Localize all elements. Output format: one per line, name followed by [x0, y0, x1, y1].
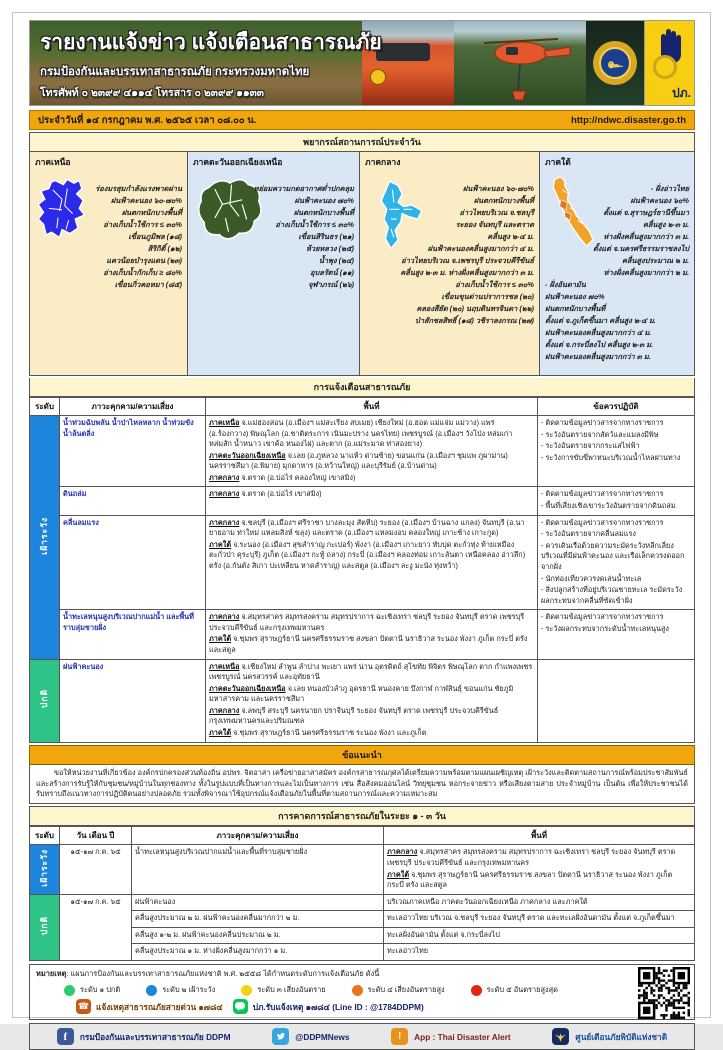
level-dot-icon	[352, 985, 363, 996]
region-forecast-lines	[365, 183, 534, 327]
ddpm-hand-logo	[644, 21, 694, 105]
col-threat: ภาวะคุกคาม/ความเสี่ยง	[60, 398, 206, 416]
region-label: ภาคเหนือ	[209, 661, 240, 671]
forecast-line: ฝนฟ้าคะนอง ๗๐%	[294, 195, 354, 205]
level-dot-icon	[64, 985, 75, 996]
action-line: - ติดตามข้อมูลข่าวสารจากทางราชการ	[541, 517, 664, 527]
hotline-label: แจ้งเหตุสาธารณภัยสายด่วน ๑๗๘๔	[96, 1001, 223, 1012]
note-label: หมายเหตุ	[36, 969, 67, 979]
area-cell	[384, 894, 695, 911]
actions-cell	[538, 416, 695, 487]
forecast-line: ฝนตกหนักบางพื้นที่	[473, 195, 534, 205]
app-icon: !	[391, 1028, 408, 1045]
region-label: ภาคใต้	[209, 539, 232, 549]
area-segment: ภาคเหนือ จ.เชียงใหม่ ลำพูน ลำปาง พะเยา แพร่ น่าน อุตรดิตถ์ สุโขทัย พิจิตร พิษณุโลก ตาก กำแพงเพชร เพชรบูรณ์ นครสวรรค์ และอุทัยธานี	[209, 661, 533, 682]
forecast-line: จุฬาภรณ์ (๒๖)	[308, 279, 354, 289]
area-segment: ภาคใต้ จ.ชุมพร สุราษฎร์ธานี นครศรีธรรมราช ระนอง พังงา และภูเก็ต	[209, 728, 427, 738]
threat-cell: น้ำทะเลหนุนสูงบริเวณปากแม่น้ำ และพื้นที่ราบลุ่มชายฝั่ง	[60, 610, 206, 659]
forecast-line: ตั้งแต่ จ.นครศรีธรรมราชลงไป	[592, 243, 689, 253]
forecast-line: เขื่อนขุนด่านปราการชล (๒๐)	[441, 291, 534, 301]
date-cell: ๑๕-๑๗ ก.ค. ๖๕	[60, 894, 132, 960]
region-label: ภาคใต้	[209, 634, 232, 644]
hotline-row	[76, 999, 688, 1014]
level-label: ปกติ	[39, 689, 50, 709]
report-title: รายงานแจ้งข่าว แจ้งเตือนสาธารณภัย	[40, 31, 382, 54]
threat-cell: ฝนฟ้าคะนอง	[60, 659, 206, 742]
region-column-4	[540, 152, 694, 375]
forecast-line: ฝนตกหนักบางพื้นที่	[121, 207, 182, 217]
forecast-line: ฝนตกหนักบางพื้นที่	[545, 303, 606, 313]
ndwc-url[interactable]: http://ndwc.disaster.go.th	[570, 114, 686, 126]
social-ndwc[interactable]	[552, 1028, 667, 1045]
action-line: - ระวังการขับขี่พาหนะบริเวณน้ำไหลผ่านทาง	[541, 452, 681, 462]
action-line: - ควรเดินเรือด้วยความระมัดระวังหลีกเลี่ยงบริเวณที่มีฝนฟ้าคะนอง และเรือเล็กควรงดออกจากฝั่ง	[541, 540, 685, 571]
forecast-line: หย่อมความกดอากาศต่ำปกคลุม	[253, 184, 354, 193]
threat-cell: น้ำทะเลหนุนสูงบริเวณปากแม่น้ำและพื้นที่ราบลุ่มชายฝั่ง	[132, 845, 384, 894]
alert-level-legend	[64, 984, 688, 996]
forecast-line: - ฝั่งอันดามัน	[545, 279, 586, 289]
forecast-line: คลื่นสูง ๒-๔ ม.	[487, 231, 534, 241]
actions-cell	[538, 487, 695, 515]
region-name: ภาคเหนือ	[35, 157, 71, 167]
region-label: ภาคใต้	[209, 728, 232, 738]
outlook-row	[30, 845, 695, 894]
actions-cell	[538, 515, 695, 610]
legend-label: ระดับ ๓ เสี่ยงอันตราย	[257, 985, 326, 995]
alert-table-header	[30, 398, 695, 416]
threat-cell: ดินถล่ม	[60, 487, 206, 515]
forecast-line: ฝนตกหนักบางพื้นที่	[293, 207, 354, 217]
region-label: ภาคกลาง	[209, 489, 240, 499]
action-line: - ระวังอันตรายจากสัตว์และแมลงมีพิษ	[541, 429, 659, 439]
alert-row	[30, 487, 695, 515]
action-line: - ติดตามข้อมูลข่าวสารจากทางราชการ	[541, 489, 664, 499]
area-segment: ภาคใต้ จ.ชุมพร สุราษฎร์ธานี นครศรีธรรมราช สงขลา ปัตตานี นราธิวาส ระนอง พังงา ภูเก็ต กระบี่ ตรัง และสตูล	[209, 634, 528, 654]
region-label: ภาคเหนือ	[209, 418, 240, 427]
forecast-line: อ่างเก็บน้ำใช้การ ≤ ๓๐%	[103, 219, 182, 229]
legend-item	[64, 984, 120, 996]
area-cell	[384, 845, 695, 894]
area-segment: ภาคกลาง จ.ตราด (อ.บ่อไร่ เขาสมิง)	[209, 489, 322, 499]
region-column-2	[188, 152, 360, 375]
forecast-line: ฝนฟ้าคะนอง ๖๐-๗๐%	[462, 184, 534, 193]
legend-item	[471, 984, 558, 996]
social-label: ศูนย์เตือนภัยพิบัติแห่งชาติ	[575, 1031, 668, 1042]
ddpm-emblem	[586, 21, 644, 105]
area-cell	[384, 944, 695, 961]
note-text: : แผนการป้องกันและบรรเทาสาธารณภัยแห่งชาติ พ.ศ. ๒๕๕๘ ได้กำหนดระดับการแจ้งเตือนภัย ดังนี้	[66, 969, 380, 979]
recommendation-title: ข้อแนะนำ	[29, 745, 695, 765]
header-banner	[29, 20, 695, 106]
actions-cell	[538, 610, 695, 659]
region-label: ภาคตะวันออกเฉียงเหนือ	[209, 450, 286, 460]
hotline-item	[76, 999, 223, 1014]
col-date: วัน เดือน ปี	[60, 827, 132, 845]
outlook-title: การคาดการณ์สาธารณภัยในระยะ ๑ - ๓ วัน	[29, 806, 695, 826]
forecast-line: ตั้งแต่ จ.กระบี่ลงไป คลื่นสูง ๒-๓ ม.	[545, 339, 654, 349]
forecast-line: เขื่อนกิ่วคอหมา (๘๕)	[114, 279, 182, 289]
area-segment: บริเวณภาคเหนือ ภาคตะวันออกเฉียงเหนือ ภาคกลาง และภาคใต้	[387, 896, 588, 906]
threat-cell: ฝนฟ้าคะนอง	[132, 894, 384, 911]
area-segment: ภาคกลาง จ.ลพบุรี สระบุรี นครนายก ปราจีนบุรี ระยอง จันทบุรี ตราด เพชรบุรี ประจวบคีรีขันธ์ กรุงเทพมหานครและปริมณฑล	[209, 705, 499, 726]
recommendation-box	[29, 765, 695, 805]
forecast-line: ตั้งแต่ จ.ภูเก็ตขึ้นมา คลื่นสูง ๒-๔ ม.	[545, 315, 656, 325]
col-area: พื้นที่	[206, 398, 538, 416]
area-segment: ทะเลอ่าวไทย	[387, 946, 429, 956]
forecast-line: อ่าวไทยบริเวณ จ.เพชรบุรี ประจวบคีรีขันธ์	[401, 255, 534, 265]
area-cell	[206, 416, 538, 487]
line-report-label: ปภ.รับแจ้งเหตุ ๑๗๘๔ (Line ID : @1784DDPM)	[252, 1001, 424, 1012]
forecast-line: ระยอง จันทบุรี และตราด	[455, 219, 534, 229]
region-name: ภาคตะวันออกเฉียงเหนือ	[193, 157, 283, 167]
col-area: พื้นที่	[384, 827, 695, 845]
contact-phone: โทรศัพท์ ๐ ๒๓๙๙ ๔๑๑๔ โทรสาร ๐ ๒๓๙๙ ๑๑๓๓	[40, 87, 264, 99]
forecast-line: อ่างเก็บน้ำใช้การ ≤ ๓๐%	[275, 219, 354, 229]
forecast-line: คลื่นสูงประมาณ ๒ ม.	[621, 255, 689, 265]
region-label: ภาคกลาง	[209, 517, 240, 527]
area-segment: ทะเลฝั่งอันดามัน ตั้งแต่ จ.กระบี่ลงไป	[387, 929, 500, 939]
forecast-regions	[29, 152, 695, 376]
region-forecast-lines	[193, 183, 354, 291]
region-forecast-lines	[35, 183, 182, 291]
recommendation-text: ขอให้หน่วยงานที่เกี่ยวข้อง องค์กรปกครองส่วนท้องถิ่น อปพร. จิตอาสา เครือข่ายอาสาสมัคร องค์กรสาธารณกุศลได้เตรียมความพร้อมตามแผนเผชิญเหตุ เฝ้าระวังและติดตามสถานการณ์พร้อมประชาสัมพันธ์และสร้างการรับรู้ให้กับชุมชน/หมู่บ้านในทุกช่องทาง ทั้งในรูปแบบที่เป็นทางการและไม่เป็นทางการ เช่น สื่อสังคมออนไลน์ วิทยุชุมชน หอกระจายข่าว หรือเสียงตามสาย ประจำหมู่บ้าน เป็นต้น เพื่อให้ประชาชนได้รับทราบถึงแนวทางการปฏิบัติตนอย่างปลอดภัย รวมทั้งพิจารณาใช้อุปกรณ์แจ้งเตือนภัยในพื้นที่ตามสถานการณ์และความเหมาะสม	[36, 767, 688, 799]
level-ปกติ	[30, 894, 60, 960]
alert-table	[29, 397, 695, 743]
forecast-line: - ฝั่งอ่าวไทย	[650, 184, 689, 193]
area-segment: ภาคเหนือ จ.แม่ฮ่องสอน (อ.เมืองฯ แม่สะเรียง สบเมย) เชียงใหม่ (อ.ฮอด แม่แจ่ม แม่วาง) แพร่ (อ.ร้องกวาง) พิษณุโลก (อ.ชาติตระการ เนินมะปราง นครไทย) เพชรบูรณ์ (อ.เมืองฯ วังโป่ง หล่มเก่า หล่มสัก น้ำหนาว เขาค้อ หนองไผ่) และตาก (อ.แม่ระมาด ท่าสองยาง)	[209, 418, 513, 449]
legend-item	[146, 984, 215, 996]
col-threat: ภาวะคุกคาม/ความเสี่ยง	[132, 827, 384, 845]
area-segment: ภาคกลาง จ.ตราด (อ.บ่อไร่ คลองใหญ่ เขาสมิง)	[209, 472, 356, 482]
action-line: - สิ่งปลูกสร้างที่อยู่บริเวณชายทะเล ระมัดระวังผลกระทบจากคลื่นที่ซัดเข้าฝั่ง	[541, 585, 683, 605]
area-segment: ภาคตะวันออกเฉียงเหนือ จ.เลย หนองบัวลำภู อุดรธานี หนองคาย บึงกาฬ กาฬสินธุ์ ขอนแก่น ชัยภูมิ มหาสารคาม และนครราชสีมา	[209, 683, 514, 704]
social-media-bar	[29, 1023, 695, 1050]
social-facebook[interactable]	[57, 1028, 231, 1045]
date-bar	[29, 110, 695, 130]
outlook-row	[30, 894, 695, 911]
area-cell	[206, 610, 538, 659]
area-segment: ภาคตะวันออกเฉียงเหนือ จ.เลย (อ.ภูหลวง นาแห้ว ด่านซ้าย) ขอนแก่น (อ.เมืองฯ ชุมแพ ภูผาม่าน) นครราชสีมา (อ.พิมาย) มุกดาหาร (อ.หว้านใหญ่) และบุรีรัมย์ (อ.บ้านด่าน)	[209, 450, 508, 471]
forecast-line: ห่างฝั่งคลื่นสูงมากกว่า ๒ ม.	[603, 267, 689, 277]
action-line: - ระวังผลกระทบจากระดับน้ำทะเลหนุนสูง	[541, 623, 669, 633]
region-forecast-lines	[545, 183, 689, 363]
forecast-line: ฝนฟ้าคะนอง ๗๐%	[545, 291, 605, 301]
area-cell	[206, 659, 538, 742]
region-column-1	[30, 152, 188, 375]
region-name: ภาคกลาง	[365, 157, 401, 167]
report-subtitle: กรมป้องกันและบรรเทาสาธารณภัย กระทรวงมหาดไทย	[40, 66, 310, 78]
area-segment: ภาคใต้ จ.ระนอง (อ.เมืองฯ สุขสำราญ กะเปอร์) พังงา (อ.เมืองฯ เกาะยาว ทับปุด ตะกั่วทุ่ง ท้ายเหมือง ตะกั่วป่า คุระบุรี) ภูเก็ต (อ.เมืองฯ กะทู้ ถลาง) กระบี่ (อ.เมืองฯ คลองท่อม เกาะลันตา เหนือคลอง อ่าวลึก) ตรัง (อ.กันตัง สิเกา ปะเหลียน หาดสำราญ) และสตูล (อ.เมืองฯ ละงู มะนัง ทุ่งหว้า)	[209, 539, 526, 570]
footer-legend-box	[29, 964, 695, 1020]
alert-row	[30, 416, 695, 487]
action-line: - พื้นที่เสี่ยงเชิงเขาระวังอันตรายจากดินถล่ม	[541, 501, 676, 511]
emblem-ring	[593, 41, 637, 85]
forecast-line: น้ำพุง (๒๔)	[318, 255, 354, 265]
action-line: - ระวังอันตรายจากคลื่นลมแรง	[541, 529, 636, 539]
threat-cell: น้ำท่วมฉับพลัน น้ำป่าไหลหลาก น้ำท่วมขัง น้ำล้นตลิ่ง	[60, 416, 206, 487]
legend-label: ระดับ ๔ เสี่ยงอันตรายสูง	[367, 985, 445, 995]
area-segment: ภาคกลาง จ.สมุทรสาคร สมุทรสงคราม สมุทรปราการ ฉะเชิงเทรา ชลบุรี ระยอง จันทบุรี ตราด เพชรบุรี ประจวบคีรีขันธ์ และกรุงเทพมหานคร	[387, 847, 676, 867]
alert-row	[30, 659, 695, 742]
banner-text-block	[40, 26, 420, 101]
area-cell	[206, 515, 538, 610]
region-label: ภาคใต้	[387, 869, 410, 879]
ndwc-icon	[552, 1028, 569, 1045]
forecast-line: ร่องมรสุมกำลังแรงพาดผ่าน	[95, 184, 182, 193]
region-label: ภาคกลาง	[209, 472, 240, 482]
col-actions: ข้อควรปฏิบัติ	[538, 398, 695, 416]
threat-cell: คลื่นสูงประมาณ ๒ ม. ฝนฟ้าคะนองคลื่นมากกว่า ๒ ม.	[132, 911, 384, 928]
level-label: เฝ้าระวัง	[39, 848, 50, 887]
area-cell	[206, 487, 538, 515]
forecast-line: คลื่นสูง ๒-๓ ม. ห่างฝั่งคลื่นสูงมากกว่า ๓ ม.	[400, 267, 534, 277]
area-segment: ภาคกลาง จ.ชลบุรี (อ.เมืองฯ ศรีราชา บางละมุง สัตหีบ) ระยอง (อ.เมืองฯ บ้านฉาง แกลง) จันทบุรี (อ.นายายอาม ท่าใหม่ แหลมสิงห์ ขลุง) และตราด (อ.เมืองฯ แหลมงอบ คลองใหญ่ เกาะช้าง เกาะกูด)	[209, 517, 525, 538]
area-cell	[384, 927, 695, 944]
line-app-icon	[233, 999, 248, 1014]
alert-row	[30, 515, 695, 610]
region-label: ภาคตะวันออกเฉียงเหนือ	[209, 683, 286, 693]
forecast-line: อ่างเก็บน้ำกักเก็บ ≥ ๘๐%	[103, 267, 182, 277]
forecast-line: ห้วยหลวง (๒๕)	[306, 243, 354, 253]
outlook-table	[29, 826, 695, 961]
level-label: เฝ้าระวัง	[39, 516, 50, 555]
action-line: - ติดตามข้อมูลข่าวสารจากทางราชการ	[541, 418, 664, 427]
actions-cell	[538, 659, 695, 742]
level-เฝ้าระวัง	[30, 416, 60, 660]
phone-icon: ☎	[76, 999, 91, 1014]
forecast-line: เขื่อนสิรินธร (๒๑)	[298, 231, 354, 241]
social-app[interactable]	[391, 1028, 511, 1045]
forecast-line: แควน้อยบำรุงแดน (๒๓)	[106, 255, 182, 265]
report-date: ประจำวันที่ ๑๔ กรกฎาคม พ.ศ. ๒๕๖๕ เวลา ๐๘.๐๐ น.	[38, 114, 257, 126]
col-level: ระดับ	[30, 827, 60, 845]
forecast-line: ฝนฟ้าคะนอง ๖๐%	[630, 195, 689, 205]
area-segment: ภาคใต้ จ.ชุมพร สุราษฎร์ธานี นครศรีธรรมราช สงขลา ปัตตานี นราธิวาส ระนอง พังงา ภูเก็ต กระบี่ ตรัง และสตูล	[387, 869, 673, 890]
logo-text: ปภ.	[672, 86, 691, 100]
threat-cell: คลื่นลมแรง	[60, 515, 206, 610]
alert-section-title: การแจ้งเตือนสาธารณภัย	[29, 378, 695, 397]
qr-code	[638, 967, 690, 1019]
helicopter-icon	[454, 21, 586, 107]
forecast-line: ฝนฟ้าคะนองคลื่นสูงมากกว่า ๔ ม.	[545, 327, 652, 337]
col-level: ระดับ	[30, 398, 60, 416]
forecast-line: อ่าวไทยบริเวณ จ.ชลบุรี	[459, 207, 534, 217]
note-line	[36, 968, 688, 980]
area-segment: ทะเลอ่าวไทย บริเวณ จ.ชลบุรี ระยอง จันทบุรี ตราด และทะเลฝั่งอันดามัน ตั้งแต่ จ.ภูเก็ตขึ้นมา	[387, 913, 675, 923]
threat-cell: คลื่นสูงประมาณ ๑ ม. ห่างฝั่งคลื่นสูงมากกว่า ๑ ม.	[132, 944, 384, 961]
threat-cell: คลื่นสูง ๑-๒ ม. ฝนฟ้าคะนองคลื่นประมาณ ๒ ม.	[132, 927, 384, 944]
social-label: App : Thai Disaster Alert	[414, 1031, 511, 1042]
outlook-table-header	[30, 827, 695, 845]
social-label: กรมป้องกันและบรรเทาสาธารณภัย DDPM	[79, 1031, 231, 1042]
emblem-center: ๛	[599, 47, 631, 79]
line-report-item[interactable]	[233, 999, 424, 1014]
forecast-line: ฝนฟ้าคะนองคลื่นสูงมากกว่า ๓ ม.	[545, 351, 651, 361]
area-cell	[384, 911, 695, 928]
level-label: ปกติ	[39, 916, 50, 936]
legend-label: ระดับ ๒ เฝ้าระวัง	[162, 985, 216, 995]
forecast-line: อุบลรัตน์ (๑๑)	[310, 267, 354, 277]
forecast-line: คลื่นสูง ๒-๓ ม.	[642, 219, 689, 229]
forecast-line: ป่าสักชลสิทธิ์ (๑๘) วชิราลงกรณ (๒๗)	[415, 315, 534, 325]
level-เฝ้าระวัง	[30, 845, 60, 894]
level-dot-icon	[471, 985, 482, 996]
region-label: ภาคกลาง	[209, 612, 240, 622]
action-line: - ติดตามข้อมูลข่าวสารจากทางราชการ	[541, 612, 664, 622]
alert-row	[30, 610, 695, 659]
region-name: ภาคใต้	[545, 157, 571, 167]
action-line: - ระวังอันตรายจากกระแสไฟฟ้า	[541, 441, 640, 451]
forecast-line: ห่างฝั่งคลื่นสูงมากกว่า ๓ ม.	[603, 231, 689, 241]
forecast-line: คลองสียัด (๒๐) นฤบดินทรจินดา (๒๒)	[416, 303, 534, 313]
wreath-circle	[653, 55, 677, 79]
action-line: - นักท่องเที่ยวควรงดเล่นน้ำทะเล	[541, 573, 642, 583]
legend-item	[352, 984, 445, 996]
legend-item	[241, 984, 325, 996]
forecast-line: สิริกิติ์ (๑๒)	[147, 243, 182, 253]
forecast-line: ตั้งแต่ จ.สุราษฎร์ธานีขึ้นมา	[603, 207, 689, 217]
social-label: @DDPMNews	[295, 1031, 350, 1042]
level-ปกติ	[30, 659, 60, 742]
level-dot-icon	[146, 985, 157, 996]
level-dot-icon	[241, 985, 252, 996]
social-twitter[interactable]	[272, 1028, 349, 1045]
legend-label: ระดับ ๕ อันตรายสูงสุด	[486, 985, 558, 995]
region-label: ภาคกลาง	[209, 705, 240, 715]
forecast-line: ฝนฟ้าคะนอง ๖๐-๗๐%	[110, 195, 182, 205]
date-cell: ๑๕-๑๗ ก.ค. ๖๕	[60, 845, 132, 894]
area-segment: ภาคกลาง จ.สมุทรสาคร สมุทรสงคราม สมุทรปราการ ฉะเชิงเทรา ชลบุรี ระยอง จันทบุรี ตราด เพชรบุรี ประจวบคีรีขันธ์ และกรุงเทพมหานคร	[209, 612, 525, 632]
region-column-3	[360, 152, 540, 375]
forecast-line: เขื่อนภูมิพล (๑๘)	[128, 231, 182, 241]
forecast-section-title: พยากรณ์สถานการณ์ประจำวัน	[29, 132, 695, 152]
region-label: ภาคกลาง	[387, 847, 418, 857]
forecast-line: ฝนฟ้าคะนองคลื่นสูงมากกว่า ๔ ม.	[427, 243, 534, 253]
helicopter-photo	[454, 21, 586, 105]
legend-label: ระดับ ๑ ปกติ	[80, 985, 121, 995]
facebook-icon: f	[57, 1028, 74, 1045]
twitter-icon	[272, 1028, 289, 1045]
forecast-line: อ่างเก็บน้ำใช้การ ≤ ๓๐%	[455, 279, 534, 289]
